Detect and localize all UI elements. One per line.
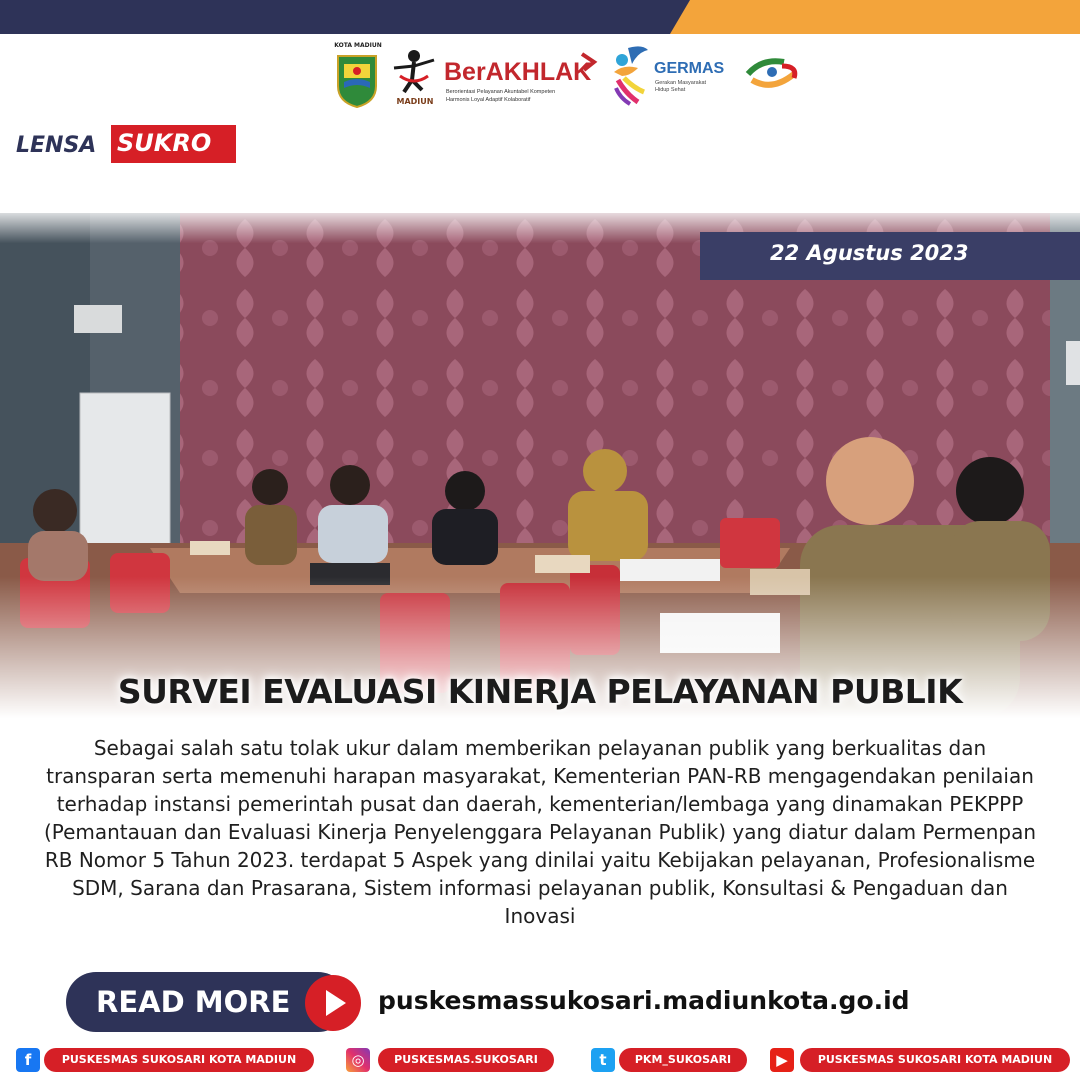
madiun-dancer-logo [390,46,440,112]
instagram-icon[interactable]: ◎ [346,1048,370,1072]
facebook-handle[interactable]: PUSKESMAS SUKOSARI KOTA MADIUN [44,1048,314,1072]
kota-madiun-logo [330,42,386,112]
kota-madiun-shield-icon [336,52,378,108]
play-arrow-icon[interactable] [305,975,361,1031]
meeting-photo-illustration [0,213,1080,718]
germas-wordmark: GERMAS [654,60,725,77]
post-date: 22 Agustus 2023 [770,241,969,265]
twitter-icon[interactable]: t [591,1048,615,1072]
brand-lensa: LENSA [16,133,97,158]
top-orange-bar [670,0,1080,34]
social-instagram[interactable] [346,1046,558,1074]
berakhlak-tagline-1: Berorientasi Pelayanan Akuntabel Kompeten [446,89,556,95]
germas-tagline-2: Hidup Sehat [655,87,686,93]
website-link[interactable]: puskesmassukosari.madiunkota.go.id [378,986,910,1015]
social-facebook[interactable] [16,1046,316,1074]
germas-figure-icon [608,42,656,106]
partner-logos [330,42,810,112]
germas-logo [608,42,748,108]
instagram-handle[interactable]: PUSKESMAS.SUKOSARI [378,1048,554,1072]
berakhlak-chevron-icon [580,52,598,72]
facebook-icon[interactable]: f [16,1048,40,1072]
kota-madiun-caption: KOTA MADIUN [334,42,382,49]
read-more-label[interactable]: READ MORE [96,985,291,1019]
germas-tagline-1: Gerakan Masyarakat [655,80,707,86]
article-headline: SURVEI EVALUASI KINERJA PELAYANAN PUBLIK [117,672,963,711]
twitter-handle[interactable]: PKM_SUKOSARI [619,1048,747,1072]
berakhlak-logo [444,52,604,112]
meeting-photo [0,213,1080,718]
social-twitter[interactable] [591,1046,751,1074]
youtube-handle[interactable]: PUSKESMAS SUKOSARI KOTA MADIUN [800,1048,1070,1072]
berakhlak-wordmark: BerAKHLAK [444,58,592,86]
swirl-logo-icon [742,52,802,92]
social-youtube[interactable] [770,1046,1072,1074]
youtube-icon[interactable]: ▶ [770,1048,794,1072]
madiun-dancer-icon [390,46,440,112]
article-body: Sebagai salah satu tolak ukur dalam memberikan pelayanan publik yang berkualitas dan transparan serta memenuhi harapan masyarakat, Kementerian PAN-RB mengagendakan penilaian terhadap instansi pemerintah pusat dan daerah, kementerian/lembaga yang dinamakan PEKPPP (Pemantauan dan Evaluasi Kinerja Penyelenggara Pelayanan Publik) yang diatur dalam Permenpan RB Nomor 5 Tahun 2023. terdapat 5 Aspek yang dinilai yaitu Kebijakan pelayanan, Profesionalisme SDM, Sarana dan Prasarana, Sistem informasi pelayanan publik, Konsultasi & Pengaduan dan Inovasi [43,736,1037,928]
top-navy-bar [0,0,700,34]
berakhlak-tagline-2: Harmonis Loyal Adaptif Kolaboratif [446,97,531,103]
madiun-wordmark: MADIUN [396,97,434,106]
brand-sukro-badge: SUKRO [111,125,236,163]
